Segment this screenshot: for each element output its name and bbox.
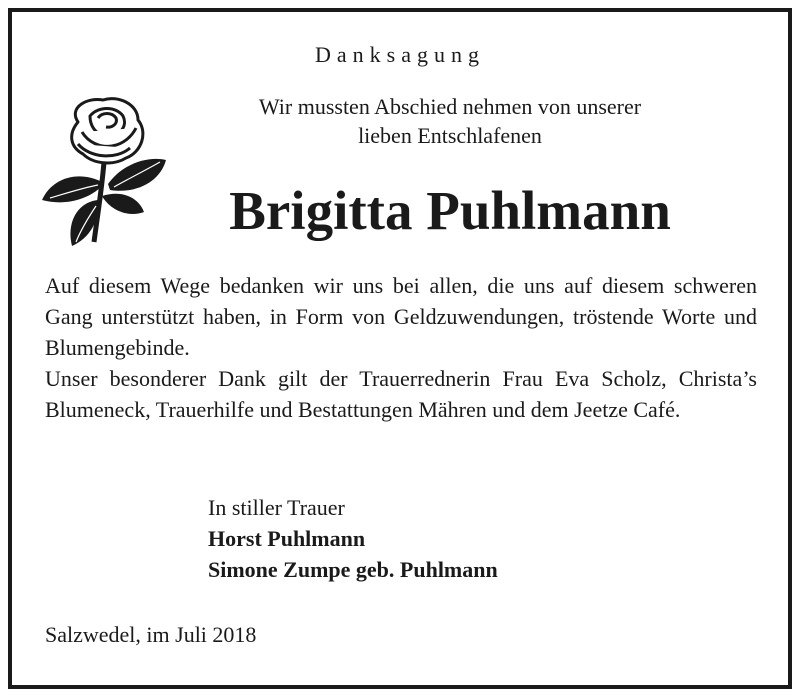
intro-line-1: Wir mussten Abschied nehmen von unserer	[258, 94, 642, 119]
body-paragraph-1: Auf diesem Wege bedanken wir uns bei allen, die uns auf diesem schweren Gang unterstützt haben, in Form von Geldzuwendungen, tröstende Worte und Blumengebinde.	[45, 273, 757, 360]
signatory-2: Simone Zumpe geb. Puhlmann	[208, 557, 498, 582]
intro-text	[170, 92, 730, 150]
deceased-name: Brigitta Puhlmann	[229, 180, 671, 241]
closing-line: In stiller Trauer	[208, 495, 345, 520]
body-paragraph-2: Unser besonderer Dank gilt der Trauerrednerin Frau Eva Scholz, Christa’s Blumeneck, Trauerhilfe und Bestattungen Mähren und dem Jeetze Café.	[45, 366, 757, 422]
rose-icon	[38, 92, 170, 252]
intro-line-2: lieben Entschlafenen	[358, 123, 542, 148]
signatory-1: Horst Puhlmann	[208, 526, 366, 551]
notice-heading: Danksagung	[315, 42, 485, 67]
place-date: Salzwedel, im Juli 2018	[45, 622, 257, 647]
body-text	[45, 270, 757, 425]
signature-block	[208, 492, 498, 585]
